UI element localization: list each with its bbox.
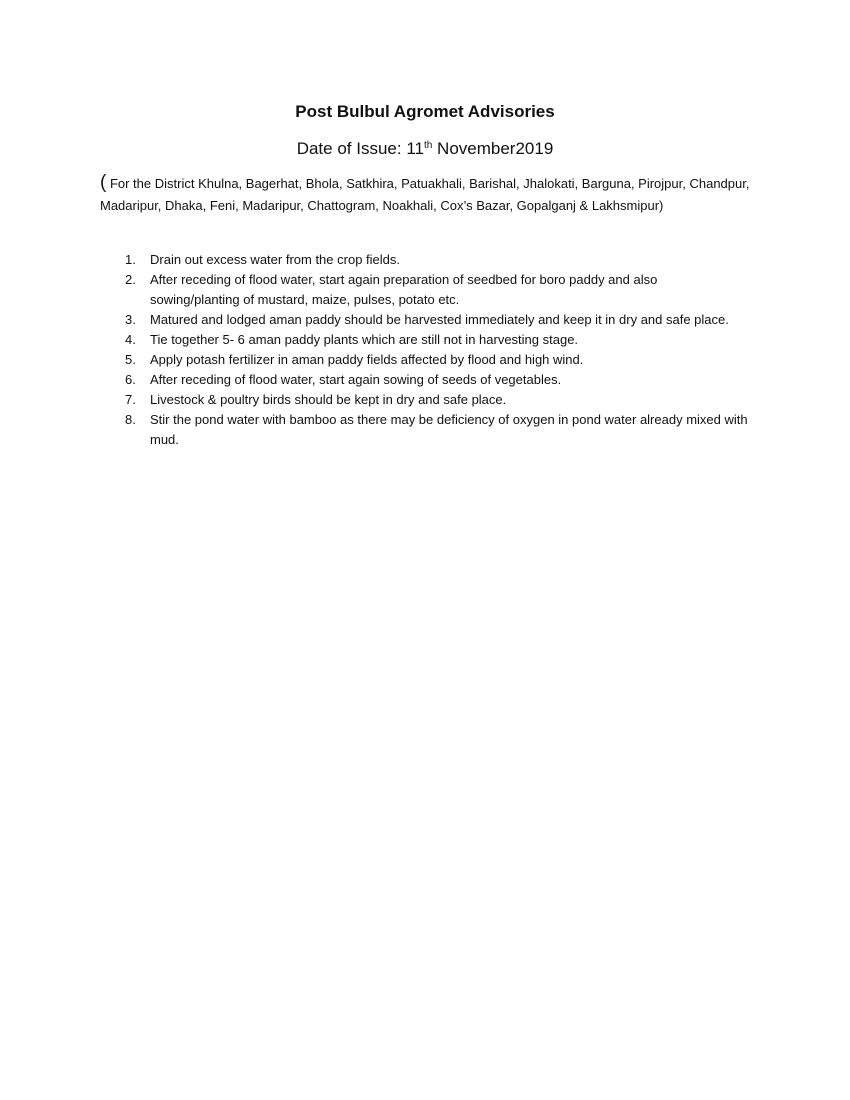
advisory-text: Apply potash fertilizer in aman paddy fields affected by flood and high wind. xyxy=(150,352,584,367)
advisory-number: 4. xyxy=(125,332,136,347)
advisory-number: 2. xyxy=(125,272,136,287)
advisory-number: 5. xyxy=(125,352,136,367)
advisory-text: Drain out excess water from the crop fields. xyxy=(150,252,400,267)
advisory-number: 3. xyxy=(125,312,136,327)
district-open-paren: ( xyxy=(100,172,107,193)
document-title: Post Bulbul Agromet Advisories xyxy=(295,102,555,121)
advisory-item xyxy=(125,410,750,450)
advisory-number: 6. xyxy=(125,372,136,387)
advisory-item xyxy=(125,310,750,330)
advisory-text: After receding of flood water, start again preparation of seedbed for boro paddy and also sowing/planting of mustard, maize, pulses, potato etc. xyxy=(150,272,658,307)
advisory-item xyxy=(125,350,750,370)
advisory-text: Matured and lodged aman paddy should be harvested immediately and keep it in dry and safe place. xyxy=(150,312,729,327)
issue-date-superscript: th xyxy=(423,140,433,151)
advisory-number: 8. xyxy=(125,412,136,427)
advisory-number: 1. xyxy=(125,252,136,267)
advisory-list xyxy=(125,250,750,450)
advisory-item xyxy=(125,390,750,410)
advisory-item xyxy=(125,330,750,350)
advisory-text: Stir the pond water with bamboo as there may be deficiency of oxygen in pond water already mixed with mud. xyxy=(150,412,748,447)
advisory-text: Livestock & poultry birds should be kept in dry and safe place. xyxy=(150,392,507,407)
issue-date-suffix: November2019 xyxy=(432,139,554,158)
advisory-item xyxy=(125,370,750,390)
advisory-number: 7. xyxy=(125,392,136,407)
district-text: For the District Khulna, Bagerhat, Bhola, Satkhira, Patuakhali, Barishal, Jhalokati, Barguna, Pirojpur, Chandpur, Madaripur, Dhaka, Feni, Madaripur, Chattogram, Noakhali, Cox’s Bazar, Gopalganj & Lakhsmipur) xyxy=(100,176,750,213)
issue-date-prefix: Date of Issue: 11 xyxy=(296,139,424,158)
advisory-item xyxy=(125,270,750,310)
district-list xyxy=(100,172,750,216)
advisory-item xyxy=(125,250,750,270)
advisory-text: After receding of flood water, start again sowing of seeds of vegetables. xyxy=(150,372,562,387)
issue-date xyxy=(0,137,850,161)
advisory-text: Tie together 5- 6 aman paddy plants which are still not in harvesting stage. xyxy=(150,332,579,347)
